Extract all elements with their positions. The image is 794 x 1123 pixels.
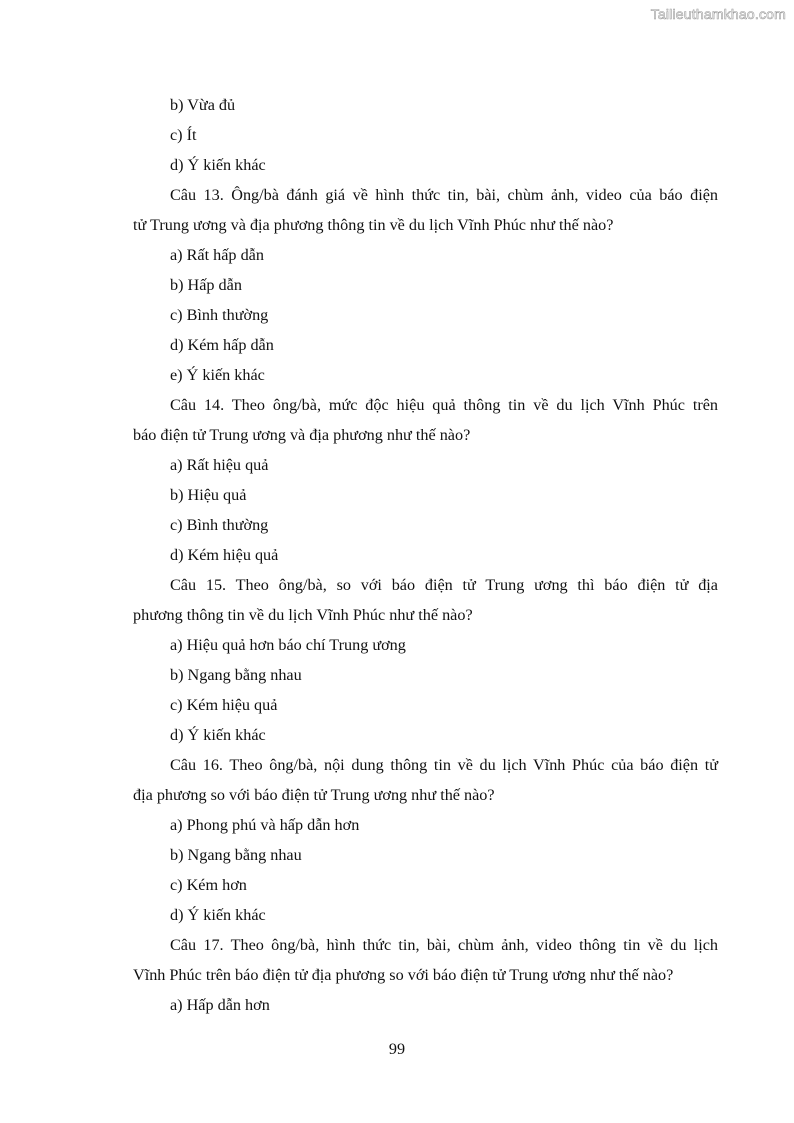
answer-option: d) Kém hiệu quả bbox=[170, 546, 279, 564]
question-17-text: Câu 17. Theo ông/bà, hình thức tin, bài, chùm ảnh, video thông tin về du lịch bbox=[170, 936, 718, 954]
watermark: Tailieuthamkhao.com bbox=[650, 6, 786, 22]
answer-option: c) Bình thường bbox=[170, 516, 269, 534]
answer-option: d) Ý kiến khác bbox=[170, 726, 266, 744]
question-14-text-cont: báo điện tử Trung ương và địa phương như thế nào? bbox=[133, 426, 471, 444]
answer-option: c) Kém hơn bbox=[170, 876, 247, 894]
answer-option: a) Hiệu quả hơn báo chí Trung ương bbox=[170, 636, 406, 654]
question-16-text: Câu 16. Theo ông/bà, nội dung thông tin về du lịch Vĩnh Phúc của báo điện tử bbox=[170, 756, 718, 774]
answer-option: b) Hấp dẫn bbox=[170, 276, 242, 294]
answer-option: c) Kém hiệu quả bbox=[170, 696, 278, 714]
question-13-text-cont: tử Trung ương và địa phương thông tin về du lịch Vĩnh Phúc như thế nào? bbox=[133, 216, 614, 234]
answer-option: a) Hấp dẫn hơn bbox=[170, 996, 270, 1014]
answer-option: d) Ý kiến khác bbox=[170, 156, 266, 174]
question-15-text-cont: phương thông tin về du lịch Vĩnh Phúc như thế nào? bbox=[133, 606, 473, 624]
answer-option: b) Ngang bằng nhau bbox=[170, 846, 302, 864]
question-16-text-cont: địa phương so với báo điện tử Trung ương như thế nào? bbox=[133, 786, 495, 804]
answer-option: c) Ít bbox=[170, 126, 197, 144]
question-17-text-cont: Vĩnh Phúc trên báo điện tử địa phương so với báo điện tử Trung ương như thế nào? bbox=[133, 966, 674, 984]
answer-option: d) Kém hấp dẫn bbox=[170, 336, 274, 354]
question-15-text: Câu 15. Theo ông/bà, so với báo điện tử Trung ương thì báo điện tử địa bbox=[170, 576, 718, 594]
question-13-text: Câu 13. Ông/bà đánh giá về hình thức tin, bài, chùm ảnh, video của báo điện bbox=[170, 186, 718, 204]
answer-option: e) Ý kiến khác bbox=[170, 366, 265, 384]
page-number: 99 bbox=[388, 1040, 406, 1058]
answer-option: a) Rất hấp dẫn bbox=[170, 246, 264, 264]
answer-option: a) Rất hiệu quả bbox=[170, 456, 269, 474]
answer-option: a) Phong phú và hấp dẫn hơn bbox=[170, 816, 360, 834]
answer-option: b) Ngang bằng nhau bbox=[170, 666, 302, 684]
answer-option: d) Ý kiến khác bbox=[170, 906, 266, 924]
answer-option: b) Vừa đủ bbox=[170, 96, 236, 114]
document-body bbox=[133, 93, 718, 1023]
answer-option: c) Bình thường bbox=[170, 306, 269, 324]
question-14-text: Câu 14. Theo ông/bà, mức độc hiệu quả thông tin về du lịch Vĩnh Phúc trên bbox=[170, 396, 718, 414]
answer-option: b) Hiệu quả bbox=[170, 486, 247, 504]
